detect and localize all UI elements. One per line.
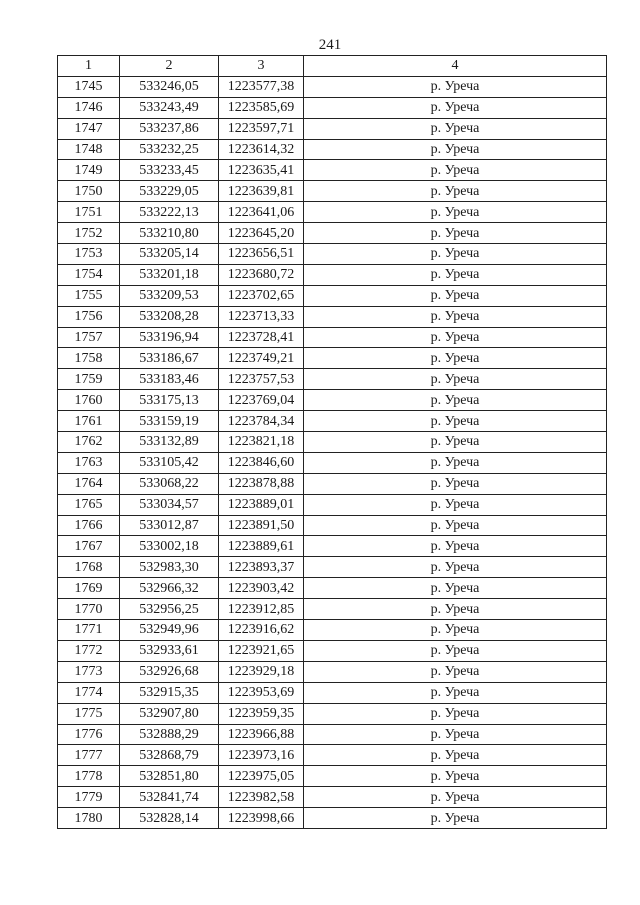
- table-row: [58, 118, 607, 139]
- page-number: 241: [318, 37, 342, 53]
- table-row: [58, 808, 607, 829]
- description-cell: р. Уреча: [304, 76, 607, 97]
- y-coordinate-cell: 1223929,18: [219, 661, 304, 682]
- x-coordinate-cell: 532926,68: [120, 661, 219, 682]
- table-row: [58, 369, 607, 390]
- y-coordinate-cell: 1223635,41: [219, 160, 304, 181]
- x-coordinate-cell: 533183,46: [120, 369, 219, 390]
- table-row: [58, 661, 607, 682]
- description-cell: р. Уреча: [304, 244, 607, 265]
- y-coordinate-cell: 1223966,88: [219, 724, 304, 745]
- x-coordinate-cell: 532933,61: [120, 640, 219, 661]
- y-coordinate-cell: 1223656,51: [219, 244, 304, 265]
- y-coordinate-cell: 1223916,62: [219, 620, 304, 641]
- point-number-cell: 1754: [58, 264, 120, 285]
- description-cell: р. Уреча: [304, 348, 607, 369]
- point-number-cell: 1774: [58, 682, 120, 703]
- description-cell: р. Уреча: [304, 327, 607, 348]
- x-coordinate-cell: 532983,30: [120, 557, 219, 578]
- point-number-cell: 1759: [58, 369, 120, 390]
- y-coordinate-cell: 1223893,37: [219, 557, 304, 578]
- x-coordinate-cell: 533201,18: [120, 264, 219, 285]
- point-number-cell: 1765: [58, 494, 120, 515]
- y-coordinate-cell: 1223577,38: [219, 76, 304, 97]
- point-number-cell: 1770: [58, 599, 120, 620]
- column-header-2: 2: [120, 56, 219, 77]
- x-coordinate-cell: 533208,28: [120, 306, 219, 327]
- description-cell: р. Уреча: [304, 118, 607, 139]
- description-cell: р. Уреча: [304, 599, 607, 620]
- point-number-cell: 1762: [58, 432, 120, 453]
- x-coordinate-cell: 533159,19: [120, 411, 219, 432]
- x-coordinate-cell: 533034,57: [120, 494, 219, 515]
- y-coordinate-cell: 1223784,34: [219, 411, 304, 432]
- point-number-cell: 1753: [58, 244, 120, 265]
- x-coordinate-cell: 532841,74: [120, 787, 219, 808]
- table-row: [58, 557, 607, 578]
- y-coordinate-cell: 1223680,72: [219, 264, 304, 285]
- y-coordinate-cell: 1223973,16: [219, 745, 304, 766]
- x-coordinate-cell: 533132,89: [120, 432, 219, 453]
- table-row: [58, 306, 607, 327]
- point-number-cell: 1780: [58, 808, 120, 829]
- point-number-cell: 1752: [58, 223, 120, 244]
- table-row: [58, 285, 607, 306]
- point-number-cell: 1751: [58, 202, 120, 223]
- table-row: [58, 244, 607, 265]
- y-coordinate-cell: 1223757,53: [219, 369, 304, 390]
- table-row: [58, 682, 607, 703]
- x-coordinate-cell: 533243,49: [120, 97, 219, 118]
- y-coordinate-cell: 1223769,04: [219, 390, 304, 411]
- x-coordinate-cell: 533186,67: [120, 348, 219, 369]
- description-cell: р. Уреча: [304, 432, 607, 453]
- x-coordinate-cell: 532949,96: [120, 620, 219, 641]
- x-coordinate-cell: 532915,35: [120, 682, 219, 703]
- description-cell: р. Уреча: [304, 620, 607, 641]
- table-row: [58, 452, 607, 473]
- point-number-cell: 1750: [58, 181, 120, 202]
- point-number-cell: 1748: [58, 139, 120, 160]
- x-coordinate-cell: 533105,42: [120, 452, 219, 473]
- description-cell: р. Уреча: [304, 536, 607, 557]
- table-row: [58, 745, 607, 766]
- x-coordinate-cell: 532888,29: [120, 724, 219, 745]
- table-row: [58, 97, 607, 118]
- column-header-4: 4: [304, 56, 607, 77]
- description-cell: р. Уреча: [304, 724, 607, 745]
- x-coordinate-cell: 533205,14: [120, 244, 219, 265]
- description-cell: р. Уреча: [304, 766, 607, 787]
- x-coordinate-cell: 532966,32: [120, 578, 219, 599]
- x-coordinate-cell: 533012,87: [120, 515, 219, 536]
- point-number-cell: 1775: [58, 703, 120, 724]
- x-coordinate-cell: 533229,05: [120, 181, 219, 202]
- point-number-cell: 1761: [58, 411, 120, 432]
- table-row: [58, 578, 607, 599]
- table-row: [58, 724, 607, 745]
- x-coordinate-cell: 533246,05: [120, 76, 219, 97]
- y-coordinate-cell: 1223982,58: [219, 787, 304, 808]
- description-cell: р. Уреча: [304, 390, 607, 411]
- point-number-cell: 1746: [58, 97, 120, 118]
- x-coordinate-cell: 532851,80: [120, 766, 219, 787]
- point-number-cell: 1763: [58, 452, 120, 473]
- description-cell: р. Уреча: [304, 369, 607, 390]
- table-row: [58, 348, 607, 369]
- point-number-cell: 1772: [58, 640, 120, 661]
- y-coordinate-cell: 1223891,50: [219, 515, 304, 536]
- description-cell: р. Уреча: [304, 285, 607, 306]
- table-row: [58, 766, 607, 787]
- x-coordinate-cell: 533175,13: [120, 390, 219, 411]
- table-row: [58, 599, 607, 620]
- description-cell: р. Уреча: [304, 494, 607, 515]
- description-cell: р. Уреча: [304, 661, 607, 682]
- x-coordinate-cell: 533210,80: [120, 223, 219, 244]
- table-row: [58, 703, 607, 724]
- x-coordinate-cell: 533232,25: [120, 139, 219, 160]
- table-row: [58, 139, 607, 160]
- x-coordinate-cell: 533002,18: [120, 536, 219, 557]
- point-number-cell: 1767: [58, 536, 120, 557]
- table-row: [58, 160, 607, 181]
- y-coordinate-cell: 1223921,65: [219, 640, 304, 661]
- y-coordinate-cell: 1223702,65: [219, 285, 304, 306]
- y-coordinate-cell: 1223597,71: [219, 118, 304, 139]
- point-number-cell: 1755: [58, 285, 120, 306]
- table-row: [58, 515, 607, 536]
- y-coordinate-cell: 1223903,42: [219, 578, 304, 599]
- table-header: [58, 56, 607, 77]
- column-header-3: 3: [219, 56, 304, 77]
- y-coordinate-cell: 1223975,05: [219, 766, 304, 787]
- description-cell: р. Уреча: [304, 703, 607, 724]
- x-coordinate-cell: 532868,79: [120, 745, 219, 766]
- x-coordinate-cell: 532828,14: [120, 808, 219, 829]
- x-coordinate-cell: 532907,80: [120, 703, 219, 724]
- coordinates-table: [57, 55, 607, 829]
- x-coordinate-cell: 533068,22: [120, 473, 219, 494]
- point-number-cell: 1777: [58, 745, 120, 766]
- x-coordinate-cell: 533237,86: [120, 118, 219, 139]
- description-cell: р. Уреча: [304, 202, 607, 223]
- table-row: [58, 536, 607, 557]
- y-coordinate-cell: 1223821,18: [219, 432, 304, 453]
- y-coordinate-cell: 1223728,41: [219, 327, 304, 348]
- y-coordinate-cell: 1223846,60: [219, 452, 304, 473]
- table-row: [58, 390, 607, 411]
- point-number-cell: 1756: [58, 306, 120, 327]
- table-row: [58, 411, 607, 432]
- y-coordinate-cell: 1223953,69: [219, 682, 304, 703]
- description-cell: р. Уреча: [304, 682, 607, 703]
- y-coordinate-cell: 1223639,81: [219, 181, 304, 202]
- description-cell: р. Уреча: [304, 452, 607, 473]
- point-number-cell: 1747: [58, 118, 120, 139]
- y-coordinate-cell: 1223614,32: [219, 139, 304, 160]
- point-number-cell: 1758: [58, 348, 120, 369]
- description-cell: р. Уреча: [304, 97, 607, 118]
- x-coordinate-cell: 533222,13: [120, 202, 219, 223]
- table-row: [58, 620, 607, 641]
- point-number-cell: 1779: [58, 787, 120, 808]
- description-cell: р. Уреча: [304, 745, 607, 766]
- y-coordinate-cell: 1223713,33: [219, 306, 304, 327]
- point-number-cell: 1776: [58, 724, 120, 745]
- point-number-cell: 1771: [58, 620, 120, 641]
- table-row: [58, 76, 607, 97]
- point-number-cell: 1749: [58, 160, 120, 181]
- x-coordinate-cell: 533233,45: [120, 160, 219, 181]
- y-coordinate-cell: 1223912,85: [219, 599, 304, 620]
- table-row: [58, 202, 607, 223]
- description-cell: р. Уреча: [304, 264, 607, 285]
- point-number-cell: 1745: [58, 76, 120, 97]
- description-cell: р. Уреча: [304, 787, 607, 808]
- table-row: [58, 327, 607, 348]
- description-cell: р. Уреча: [304, 160, 607, 181]
- description-cell: р. Уреча: [304, 640, 607, 661]
- y-coordinate-cell: 1223998,66: [219, 808, 304, 829]
- point-number-cell: 1766: [58, 515, 120, 536]
- description-cell: р. Уреча: [304, 181, 607, 202]
- table-row: [58, 264, 607, 285]
- table-row: [58, 640, 607, 661]
- y-coordinate-cell: 1223585,69: [219, 97, 304, 118]
- description-cell: р. Уреча: [304, 306, 607, 327]
- description-cell: р. Уреча: [304, 411, 607, 432]
- point-number-cell: 1757: [58, 327, 120, 348]
- y-coordinate-cell: 1223749,21: [219, 348, 304, 369]
- header-row: [58, 56, 607, 77]
- description-cell: р. Уреча: [304, 139, 607, 160]
- column-header-1: 1: [58, 56, 120, 77]
- point-number-cell: 1769: [58, 578, 120, 599]
- y-coordinate-cell: 1223959,35: [219, 703, 304, 724]
- point-number-cell: 1768: [58, 557, 120, 578]
- point-number-cell: 1773: [58, 661, 120, 682]
- description-cell: р. Уреча: [304, 557, 607, 578]
- y-coordinate-cell: 1223641,06: [219, 202, 304, 223]
- y-coordinate-cell: 1223645,20: [219, 223, 304, 244]
- y-coordinate-cell: 1223889,61: [219, 536, 304, 557]
- description-cell: р. Уреча: [304, 223, 607, 244]
- y-coordinate-cell: 1223878,88: [219, 473, 304, 494]
- table-row: [58, 181, 607, 202]
- point-number-cell: 1760: [58, 390, 120, 411]
- description-cell: р. Уреча: [304, 473, 607, 494]
- table-row: [58, 432, 607, 453]
- y-coordinate-cell: 1223889,01: [219, 494, 304, 515]
- x-coordinate-cell: 533196,94: [120, 327, 219, 348]
- x-coordinate-cell: 533209,53: [120, 285, 219, 306]
- description-cell: р. Уреча: [304, 808, 607, 829]
- table-row: [58, 473, 607, 494]
- point-number-cell: 1778: [58, 766, 120, 787]
- table-row: [58, 223, 607, 244]
- point-number-cell: 1764: [58, 473, 120, 494]
- description-cell: р. Уреча: [304, 578, 607, 599]
- table-body: [58, 76, 607, 828]
- table-row: [58, 787, 607, 808]
- x-coordinate-cell: 532956,25: [120, 599, 219, 620]
- table-row: [58, 494, 607, 515]
- description-cell: р. Уреча: [304, 515, 607, 536]
